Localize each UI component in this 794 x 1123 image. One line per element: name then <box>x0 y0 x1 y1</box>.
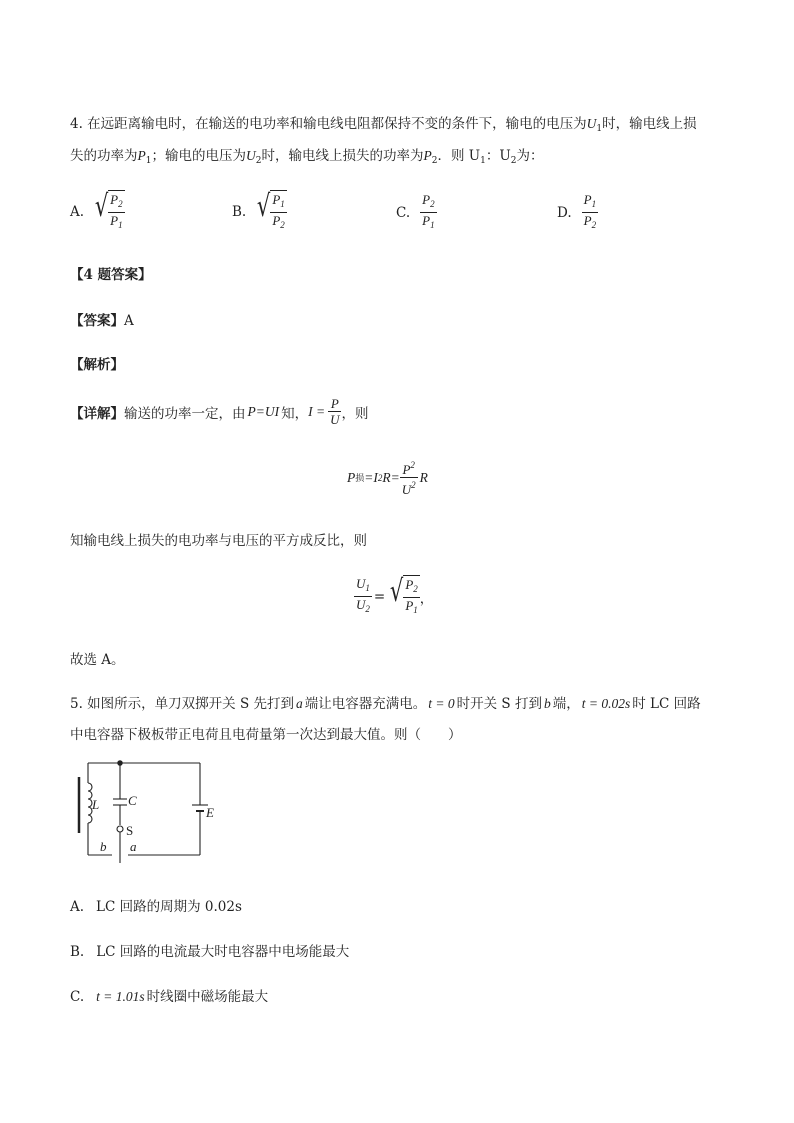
q5-option-c[interactable]: C. t = 1.01s 时线圈中磁场能最大 <box>70 989 269 1005</box>
ratio-formula: $\frac{U_1}{U_2}$ = √ $\frac{P_2}{P_1}$ ， <box>354 575 433 618</box>
sqrt-symbol: √ $\frac{P_2}{P_1}$ <box>387 575 420 618</box>
sqrt-symbol: √ $\frac{P_2}{P_1}$ <box>92 190 125 233</box>
svg-text:S: S <box>126 823 134 838</box>
svg-text:a: a <box>130 839 137 854</box>
answer-line: 【答案】A <box>70 313 134 329</box>
answer-header: 【4 题答案】 <box>70 267 152 283</box>
svg-text:b: b <box>100 839 107 854</box>
final-choice: 故选 A。 <box>70 652 125 668</box>
q4-line2: 失的功率为$P_1$；输电的电压为$U_2$时，输电线上损失的功率为$P_2$．则 $U_1$：$U_2$为： <box>70 148 544 166</box>
svg-text:C: C <box>128 793 137 808</box>
q4-line1: 4. 在远距离输电时，在输送的电功率和输电线电阻都保持不变的条件下，输电的电压为$U_1$时，输电线上损 <box>70 116 697 134</box>
detail-line: 【详解】 输送的功率一定，由 P=UI 知， I = $\frac{P}{U}$ ，则 <box>70 396 369 427</box>
lc-circuit-diagram <box>70 755 230 867</box>
loss-formula: P 损 =I 2 R= $\frac{P^2}{U^2}$ R <box>347 460 428 497</box>
q4-option-b[interactable]: B. √ $\frac{P_1}{P_2}$ <box>232 190 287 233</box>
svg-text:E: E <box>206 805 214 820</box>
q4-option-d[interactable]: D. $\frac{P_1}{P_2}$ <box>557 192 597 230</box>
q5-line1: 5. 如图所示，单刀双掷开关 S 先打到 a 端让电容器充满电。 t = 0 时开关 S 打到 b 端， t = 0.02s 时 LC 回路 <box>70 696 701 712</box>
q5-option-b[interactable]: B. LC 回路的电流最大时电容器中电场能最大 <box>70 944 350 960</box>
q4-option-a[interactable]: A. √ $\frac{P_2}{P_1}$ <box>70 190 125 233</box>
analysis-label: 【解析】 <box>70 357 124 373</box>
q5-line2: 中电容器下极板带正电荷且电荷量第一次达到最大值。则（ ） <box>70 727 462 743</box>
q4-option-c[interactable]: C. $\frac{P_2}{P_1}$ <box>396 192 435 230</box>
svg-text:L: L <box>92 797 100 812</box>
conclusion: 知输电线上损失的电功率与电压的平方成反比，则 <box>70 533 367 549</box>
sqrt-symbol: √ $\frac{P_1}{P_2}$ <box>254 190 287 233</box>
q5-option-a[interactable]: A. LC 回路的周期为 0.02s <box>70 899 242 915</box>
